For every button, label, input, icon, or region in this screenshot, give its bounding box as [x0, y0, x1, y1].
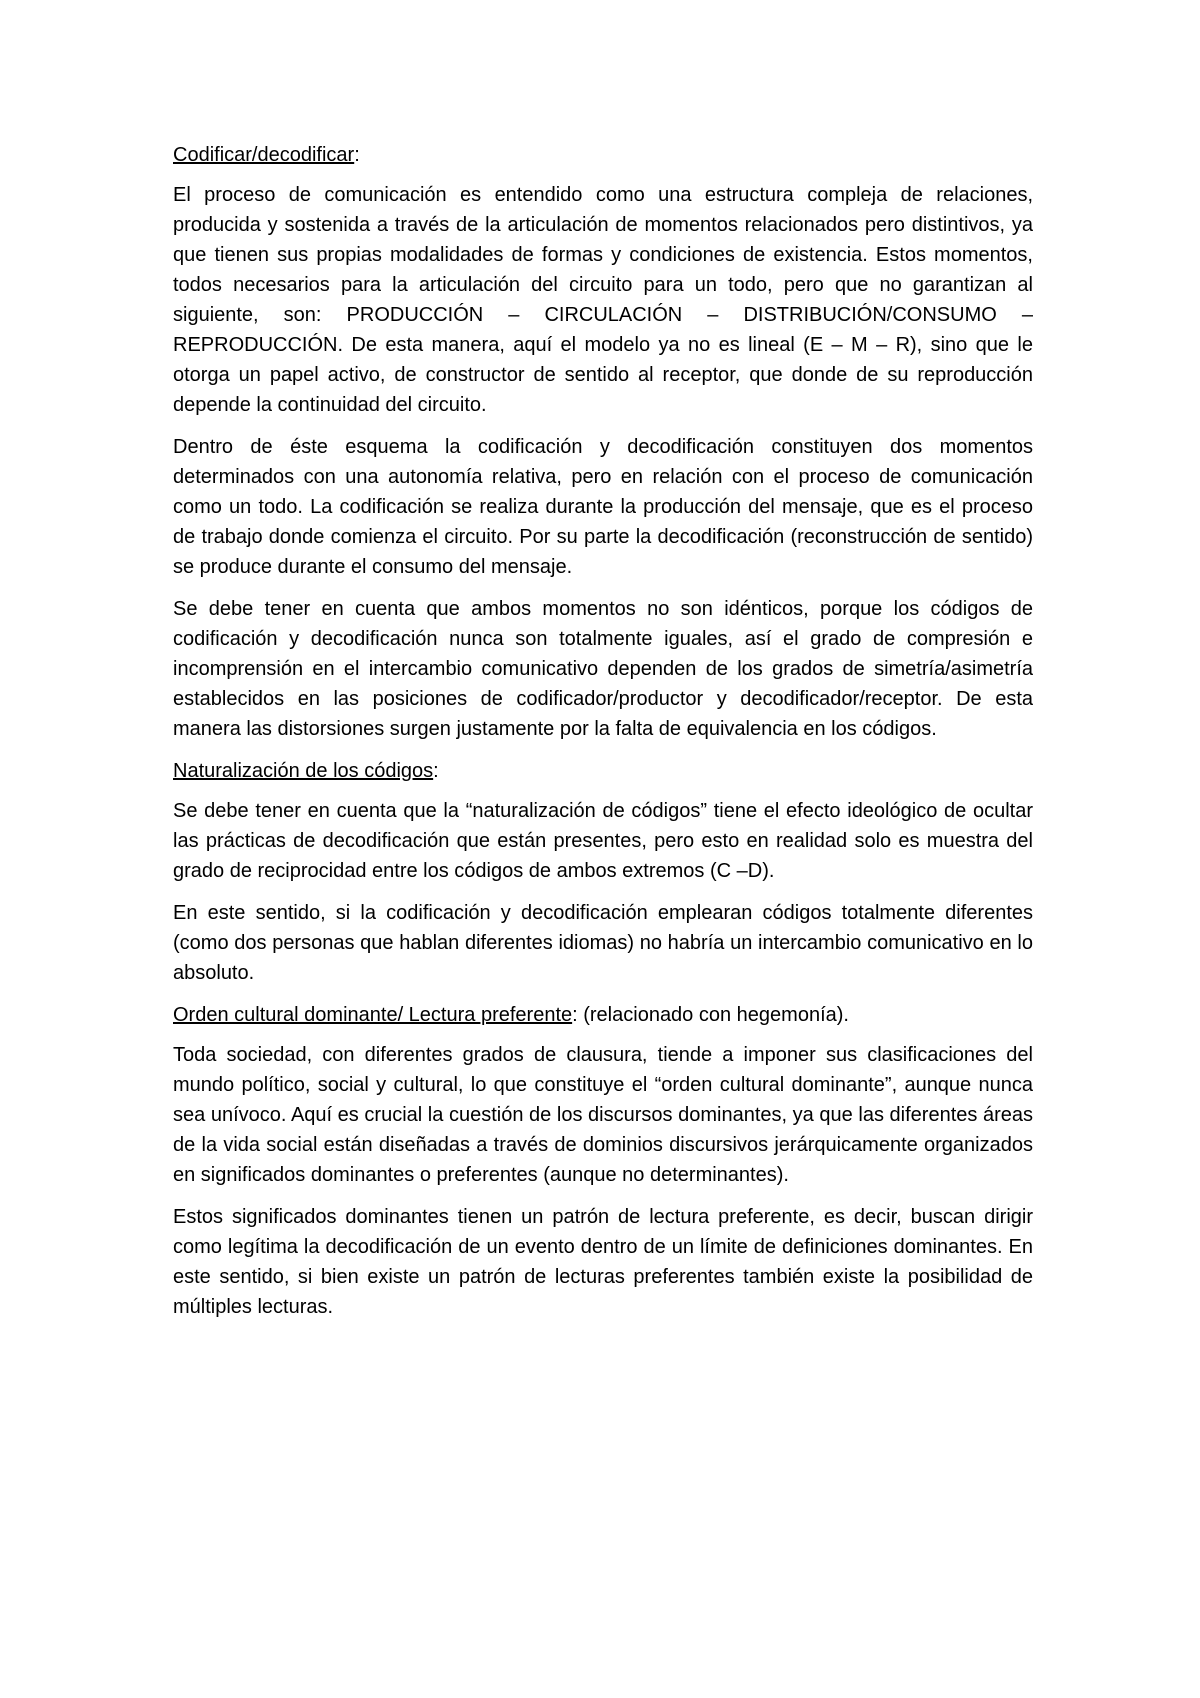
section-heading-suffix: : (relacionado con hegemonía).: [572, 1004, 849, 1026]
paragraph: Toda sociedad, con diferentes grados de clausura, tiende a imponer sus clasificaciones del mundo político, social y cultural, lo que constituye el “orden cultural dominante”, aunque nunca sea unívoco. Aquí es crucial la cuestión de los discursos dominantes, ya que las diferentes áreas de la vida social están diseñadas a través de dominios discursivos jerárquicamente organizados en significados dominantes o preferentes (aunque no determinantes).: [173, 1044, 1033, 1186]
section-heading: [173, 140, 1033, 170]
paragraph: Se debe tener en cuenta que ambos momentos no son idénticos, porque los códigos de codificación y decodificación nunca son totalmente iguales, así el grado de compresión e incomprensión en el intercambio comunicativo dependen de los grados de simetría/asimetría establecidos en las posiciones de codificador/productor y decodificador/receptor. De esta manera las distorsiones surgen justamente por la falta de equivalencia en los códigos.: [173, 598, 1033, 740]
section-heading-title: Codificar/decodificar: [173, 144, 355, 166]
section-codificar-decodificar: [173, 140, 1033, 744]
paragraph: Dentro de éste esquema la codificación y decodificación constituyen dos momentos determinados con una autonomía relativa, pero en relación con el proceso de comunicación como un todo. La codificación se realiza durante la producción del mensaje, que es el proceso de trabajo donde comienza el circuito. Por su parte la decodificación (reconstrucción de sentido) se produce durante el consumo del mensaje.: [173, 436, 1033, 578]
section-naturalizacion-codigos: [173, 756, 1033, 988]
section-heading: [173, 1000, 1033, 1030]
section-orden-cultural-dominante: [173, 1000, 1033, 1322]
paragraph: Estos significados dominantes tienen un patrón de lectura preferente, es decir, buscan dirigir como legítima la decodificación de un evento dentro de un límite de definiciones dominantes. En este sentido, si bien existe un patrón de lecturas preferentes también existe la posibilidad de múltiples lecturas.: [173, 1206, 1033, 1318]
document-page: [173, 140, 1033, 1334]
section-heading: [173, 756, 1033, 786]
paragraph: En este sentido, si la codificación y decodificación emplearan códigos totalmente diferentes (como dos personas que hablan diferentes idiomas) no habría un intercambio comunicativo en lo absoluto.: [173, 902, 1033, 984]
section-heading-title: Orden cultural dominante/ Lectura preferente: [173, 1004, 573, 1026]
paragraph: Se debe tener en cuenta que la “naturalización de códigos” tiene el efecto ideológico de ocultar las prácticas de decodificación que están presentes, pero esto en realidad solo es muestra del grado de reciprocidad entre los códigos de ambos extremos (C –D).: [173, 800, 1033, 882]
paragraph: El proceso de comunicación es entendido como una estructura compleja de relaciones, producida y sostenida a través de la articulación de momentos relacionados pero distintivos, ya que tienen sus propias modalidades de formas y condiciones de existencia. Estos momentos, todos necesarios para la articulación del circuito para un todo, pero que no garantizan al siguiente, son: PRODUCCIÓN – CIRCULACIÓN – DISTRIBUCIÓN/CONSUMO – REPRODUCCIÓN. De esta manera, aquí el modelo ya no es lineal (E – M – R), sino que le otorga un papel activo, de constructor de sentido al receptor, que donde de su reproducción depende la continuidad del circuito.: [173, 184, 1033, 416]
section-heading-suffix: :: [354, 144, 360, 166]
section-heading-title: Naturalización de los códigos: [173, 760, 434, 782]
section-heading-suffix: :: [433, 760, 439, 782]
